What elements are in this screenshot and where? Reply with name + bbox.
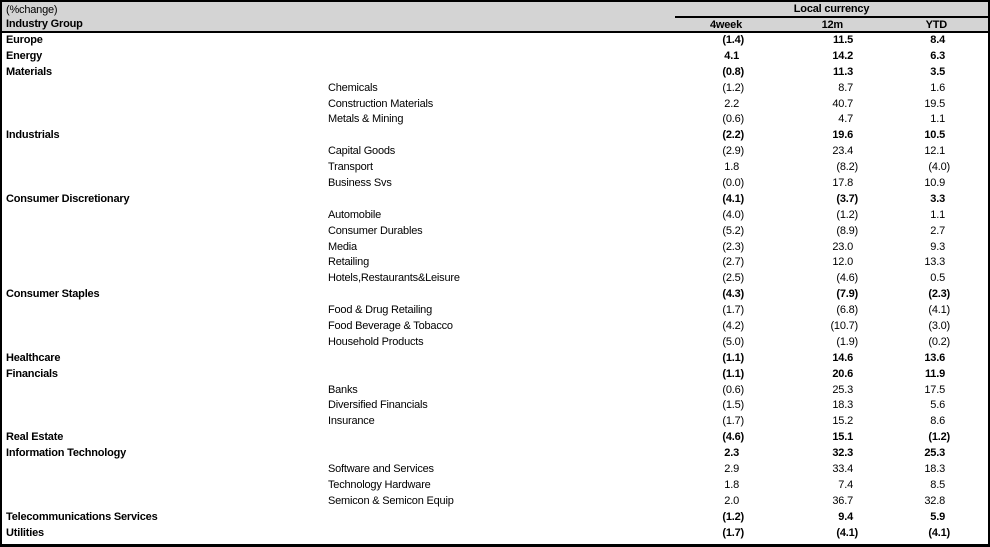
row-spacer [950,525,988,541]
value-cell: (0.6) [722,113,744,126]
row-spacer [950,239,988,255]
value-cell: (4.1) [928,304,950,317]
row-spacer [950,493,988,509]
value-cell: 11.5 [832,34,853,47]
row-spacer [950,64,988,80]
industry-group-label: Real Estate [6,431,64,444]
table-row [2,286,988,302]
value-cell: (8.2) [836,161,858,174]
row-spacer [950,254,988,270]
table-row [2,366,988,382]
value-cell: 1.1 [930,208,945,221]
value-cell: (2.9) [722,145,744,158]
table-body [2,32,988,541]
table-row [2,223,988,239]
table-row [2,32,988,48]
sub-industry-label: Diversified Financials [328,399,428,412]
value-cell: (5.2) [722,224,744,237]
table-row [2,397,988,413]
row-spacer [950,48,988,64]
sub-industry-label: Automobile [328,208,382,221]
value-cell: (4.0) [928,161,950,174]
sub-industry-label: Capital Goods [328,145,396,158]
table-row [2,175,988,191]
value-cell: (1.7) [722,415,744,428]
industry-group-label [2,493,328,509]
sub-industry-label [328,366,675,382]
table-row [2,302,988,318]
industry-group-label: Telecommunications Services [6,510,158,523]
table-row [2,318,988,334]
value-cell: 19.6 [832,129,853,142]
industry-group-label [2,96,328,112]
value-cell: 10.9 [924,176,945,189]
sub-industry-label: Media [328,240,357,253]
value-cell: 1.6 [930,81,945,94]
table-row [2,239,988,255]
value-cell: (2.2) [722,129,744,142]
value-cell: 8.7 [838,81,853,94]
table-row [2,429,988,445]
value-cell: 2.9 [724,462,739,475]
value-cell: 13.6 [924,351,945,364]
industry-group-label [2,270,328,286]
value-cell: 15.2 [832,415,853,428]
industry-group-label: Materials [6,65,52,78]
row-spacer [950,111,988,127]
industry-group-header: Industry Group [2,17,675,32]
value-cell: 0.5 [930,272,945,285]
row-spacer [950,302,988,318]
sub-industry-label [328,191,675,207]
value-cell: 1.1 [930,113,945,126]
value-cell: 8.5 [930,478,945,491]
value-cell: 9.3 [930,240,945,253]
column-header-12m: 12m [744,17,858,32]
value-cell: (2.3) [722,240,744,253]
value-cell: 3.3 [930,192,945,205]
table-header [2,2,988,32]
value-cell: 4.1 [724,49,739,62]
value-cell: 19.5 [924,97,945,110]
sub-industry-label [328,64,675,80]
industry-group-label [2,159,328,175]
value-cell: (4.3) [722,288,744,301]
row-spacer [950,159,988,175]
value-cell: (4.1) [928,526,950,539]
value-cell: 33.4 [832,462,853,475]
industry-group-label [2,382,328,398]
value-cell: (4.1) [722,192,744,205]
sub-industry-label: Construction Materials [328,97,434,110]
industry-group-label [2,302,328,318]
sub-industry-label: Technology Hardware [328,478,431,491]
row-spacer [950,96,988,112]
value-cell: (1.5) [722,399,744,412]
value-cell: 5.9 [930,510,945,523]
value-cell: 14.2 [832,49,853,62]
sub-industry-label: Metals & Mining [328,113,404,126]
row-spacer [950,207,988,223]
table-row [2,525,988,541]
value-cell: (4.6) [722,431,744,444]
value-cell: 9.4 [838,510,853,523]
industry-group-label [2,477,328,493]
row-spacer [950,318,988,334]
sub-industry-label: Consumer Durables [328,224,423,237]
row-spacer [950,509,988,525]
sub-industry-label: Business Svs [328,176,392,189]
sub-industry-label: Food Beverage & Tobacco [328,319,453,332]
sub-industry-label [328,350,675,366]
industry-group-label: Europe [6,34,43,47]
row-spacer [950,477,988,493]
sub-industry-label: Chemicals [328,81,378,94]
row-spacer [950,80,988,96]
sub-industry-label [328,525,675,541]
value-cell: 2.0 [724,494,739,507]
column-header-4week: 4week [675,17,744,32]
value-cell: (1.7) [722,304,744,317]
value-cell: (2.3) [928,288,950,301]
table-row [2,461,988,477]
value-cell: 8.4 [930,34,945,47]
industry-group-label: Industrials [6,129,60,142]
value-cell: (1.2) [722,81,744,94]
industry-group-label [2,175,328,191]
currency-group-header: Local currency [675,2,988,17]
row-spacer [950,175,988,191]
value-cell: (1.7) [722,526,744,539]
row-spacer [950,382,988,398]
table-row [2,207,988,223]
value-cell: (10.7) [830,319,858,332]
table-row [2,445,988,461]
industry-group-label [2,461,328,477]
value-cell: 11.3 [832,65,853,78]
industry-group-label: Consumer Staples [6,288,100,301]
sub-industry-label: Hotels,Restaurants&Leisure [328,272,460,285]
value-cell: 8.6 [930,415,945,428]
value-cell: (4.1) [836,526,858,539]
value-cell: (1.2) [722,510,744,523]
value-cell: 1.8 [724,161,739,174]
sub-industry-label [328,286,675,302]
industry-group-label [2,397,328,413]
value-cell: 10.5 [924,129,945,142]
value-cell: 4.7 [838,113,853,126]
sub-industry-label: Retailing [328,256,370,269]
value-cell: 3.5 [930,65,945,78]
value-cell: 1.8 [724,478,739,491]
table-row [2,159,988,175]
table-row [2,350,988,366]
table-row [2,96,988,112]
table-row [2,191,988,207]
row-spacer [950,366,988,382]
table-row [2,270,988,286]
header-spacer [950,17,988,32]
value-cell: 32.8 [924,494,945,507]
industry-group-label [2,413,328,429]
sub-industry-label: Banks [328,383,358,396]
industry-group-label [2,111,328,127]
table-row [2,477,988,493]
value-cell: (4.2) [722,319,744,332]
row-spacer [950,461,988,477]
row-spacer [950,127,988,143]
sub-industry-label: Semicon & Semicon Equip [328,494,454,507]
sub-industry-label: Food & Drug Retailing [328,304,433,317]
row-spacer [950,191,988,207]
value-cell: 17.8 [832,176,853,189]
table-row [2,413,988,429]
sub-industry-label [328,127,675,143]
value-cell: (2.5) [722,272,744,285]
row-spacer [950,223,988,239]
value-cell: (4.6) [836,272,858,285]
table-row [2,334,988,350]
industry-group-label [2,223,328,239]
sub-industry-label: Insurance [328,415,375,428]
row-spacer [950,32,988,48]
table-row [2,254,988,270]
industry-group-label [2,334,328,350]
value-cell: (1.1) [722,367,744,380]
row-spacer [950,350,988,366]
value-cell: 15.1 [832,431,853,444]
value-cell: (3.0) [928,319,950,332]
value-cell: (6.8) [836,304,858,317]
value-cell: (1.4) [722,34,744,47]
value-cell: 40.7 [832,97,853,110]
currency-header-row [2,2,988,17]
value-cell: 23.0 [832,240,853,253]
table-row [2,111,988,127]
value-cell: (4.0) [722,208,744,221]
sub-industry-label [328,509,675,525]
value-cell: 20.6 [832,367,853,380]
value-cell: 2.3 [724,447,739,460]
row-spacer [950,334,988,350]
value-cell: (8.9) [836,224,858,237]
industry-group-label: Utilities [6,526,44,539]
table-row [2,382,988,398]
value-cell: (1.1) [722,351,744,364]
value-cell: 18.3 [924,462,945,475]
industry-group-label [2,207,328,223]
value-cell: (2.7) [722,256,744,269]
column-header-row [2,17,988,32]
sub-industry-label: Software and Services [328,462,434,475]
sub-industry-label [328,32,675,48]
table-row [2,64,988,80]
industry-group-label: Information Technology [6,447,127,460]
row-spacer [950,143,988,159]
value-cell: 23.4 [832,145,853,158]
sub-industry-label [328,48,675,64]
value-cell: 18.3 [832,399,853,412]
row-spacer [950,413,988,429]
value-cell: (0.6) [722,383,744,396]
value-cell: 25.3 [832,383,853,396]
industry-group-label: Energy [6,49,43,62]
value-cell: (1.2) [836,208,858,221]
industry-group-label [2,318,328,334]
row-spacer [950,286,988,302]
value-cell: (1.9) [836,335,858,348]
table-row [2,509,988,525]
row-spacer [950,429,988,445]
value-cell: (0.2) [928,335,950,348]
value-cell: 25.3 [924,447,945,460]
value-cell: 32.3 [832,447,853,460]
industry-group-label [2,80,328,96]
column-header-ytd: YTD [858,17,950,32]
industry-group-label [2,239,328,255]
table-row [2,80,988,96]
table-row [2,143,988,159]
value-cell: 2.7 [930,224,945,237]
value-cell: 7.4 [838,478,853,491]
industry-group-label [2,143,328,159]
value-cell: 2.2 [724,97,739,110]
value-cell: 11.9 [924,367,945,380]
value-cell: 12.0 [832,256,853,269]
value-cell: (7.9) [836,288,858,301]
table-row [2,127,988,143]
industry-group-label: Healthcare [6,351,61,364]
value-cell: 13.3 [924,256,945,269]
sub-industry-label [328,429,675,445]
table-row [2,48,988,64]
table-row [2,493,988,509]
sub-industry-label [328,445,675,461]
value-cell: 12.1 [924,145,945,158]
value-cell: (1.2) [928,431,950,444]
industry-group-label: Financials [6,367,58,380]
value-cell: 14.6 [832,351,853,364]
value-cell: (0.8) [722,65,744,78]
industry-group-label [2,254,328,270]
sub-industry-label: Household Products [328,335,424,348]
row-spacer [950,270,988,286]
value-cell: 6.3 [930,49,945,62]
value-cell: 36.7 [832,494,853,507]
value-cell: (5.0) [722,335,744,348]
value-cell: 5.6 [930,399,945,412]
row-spacer [950,445,988,461]
value-cell: 17.5 [924,383,945,396]
value-cell: (0.0) [722,176,744,189]
value-cell: (3.7) [836,192,858,205]
percent-change-note: (%change) [2,2,675,17]
industry-group-label: Consumer Discretionary [6,192,130,205]
sub-industry-label: Transport [328,161,373,174]
row-spacer [950,397,988,413]
data-table [2,2,988,541]
